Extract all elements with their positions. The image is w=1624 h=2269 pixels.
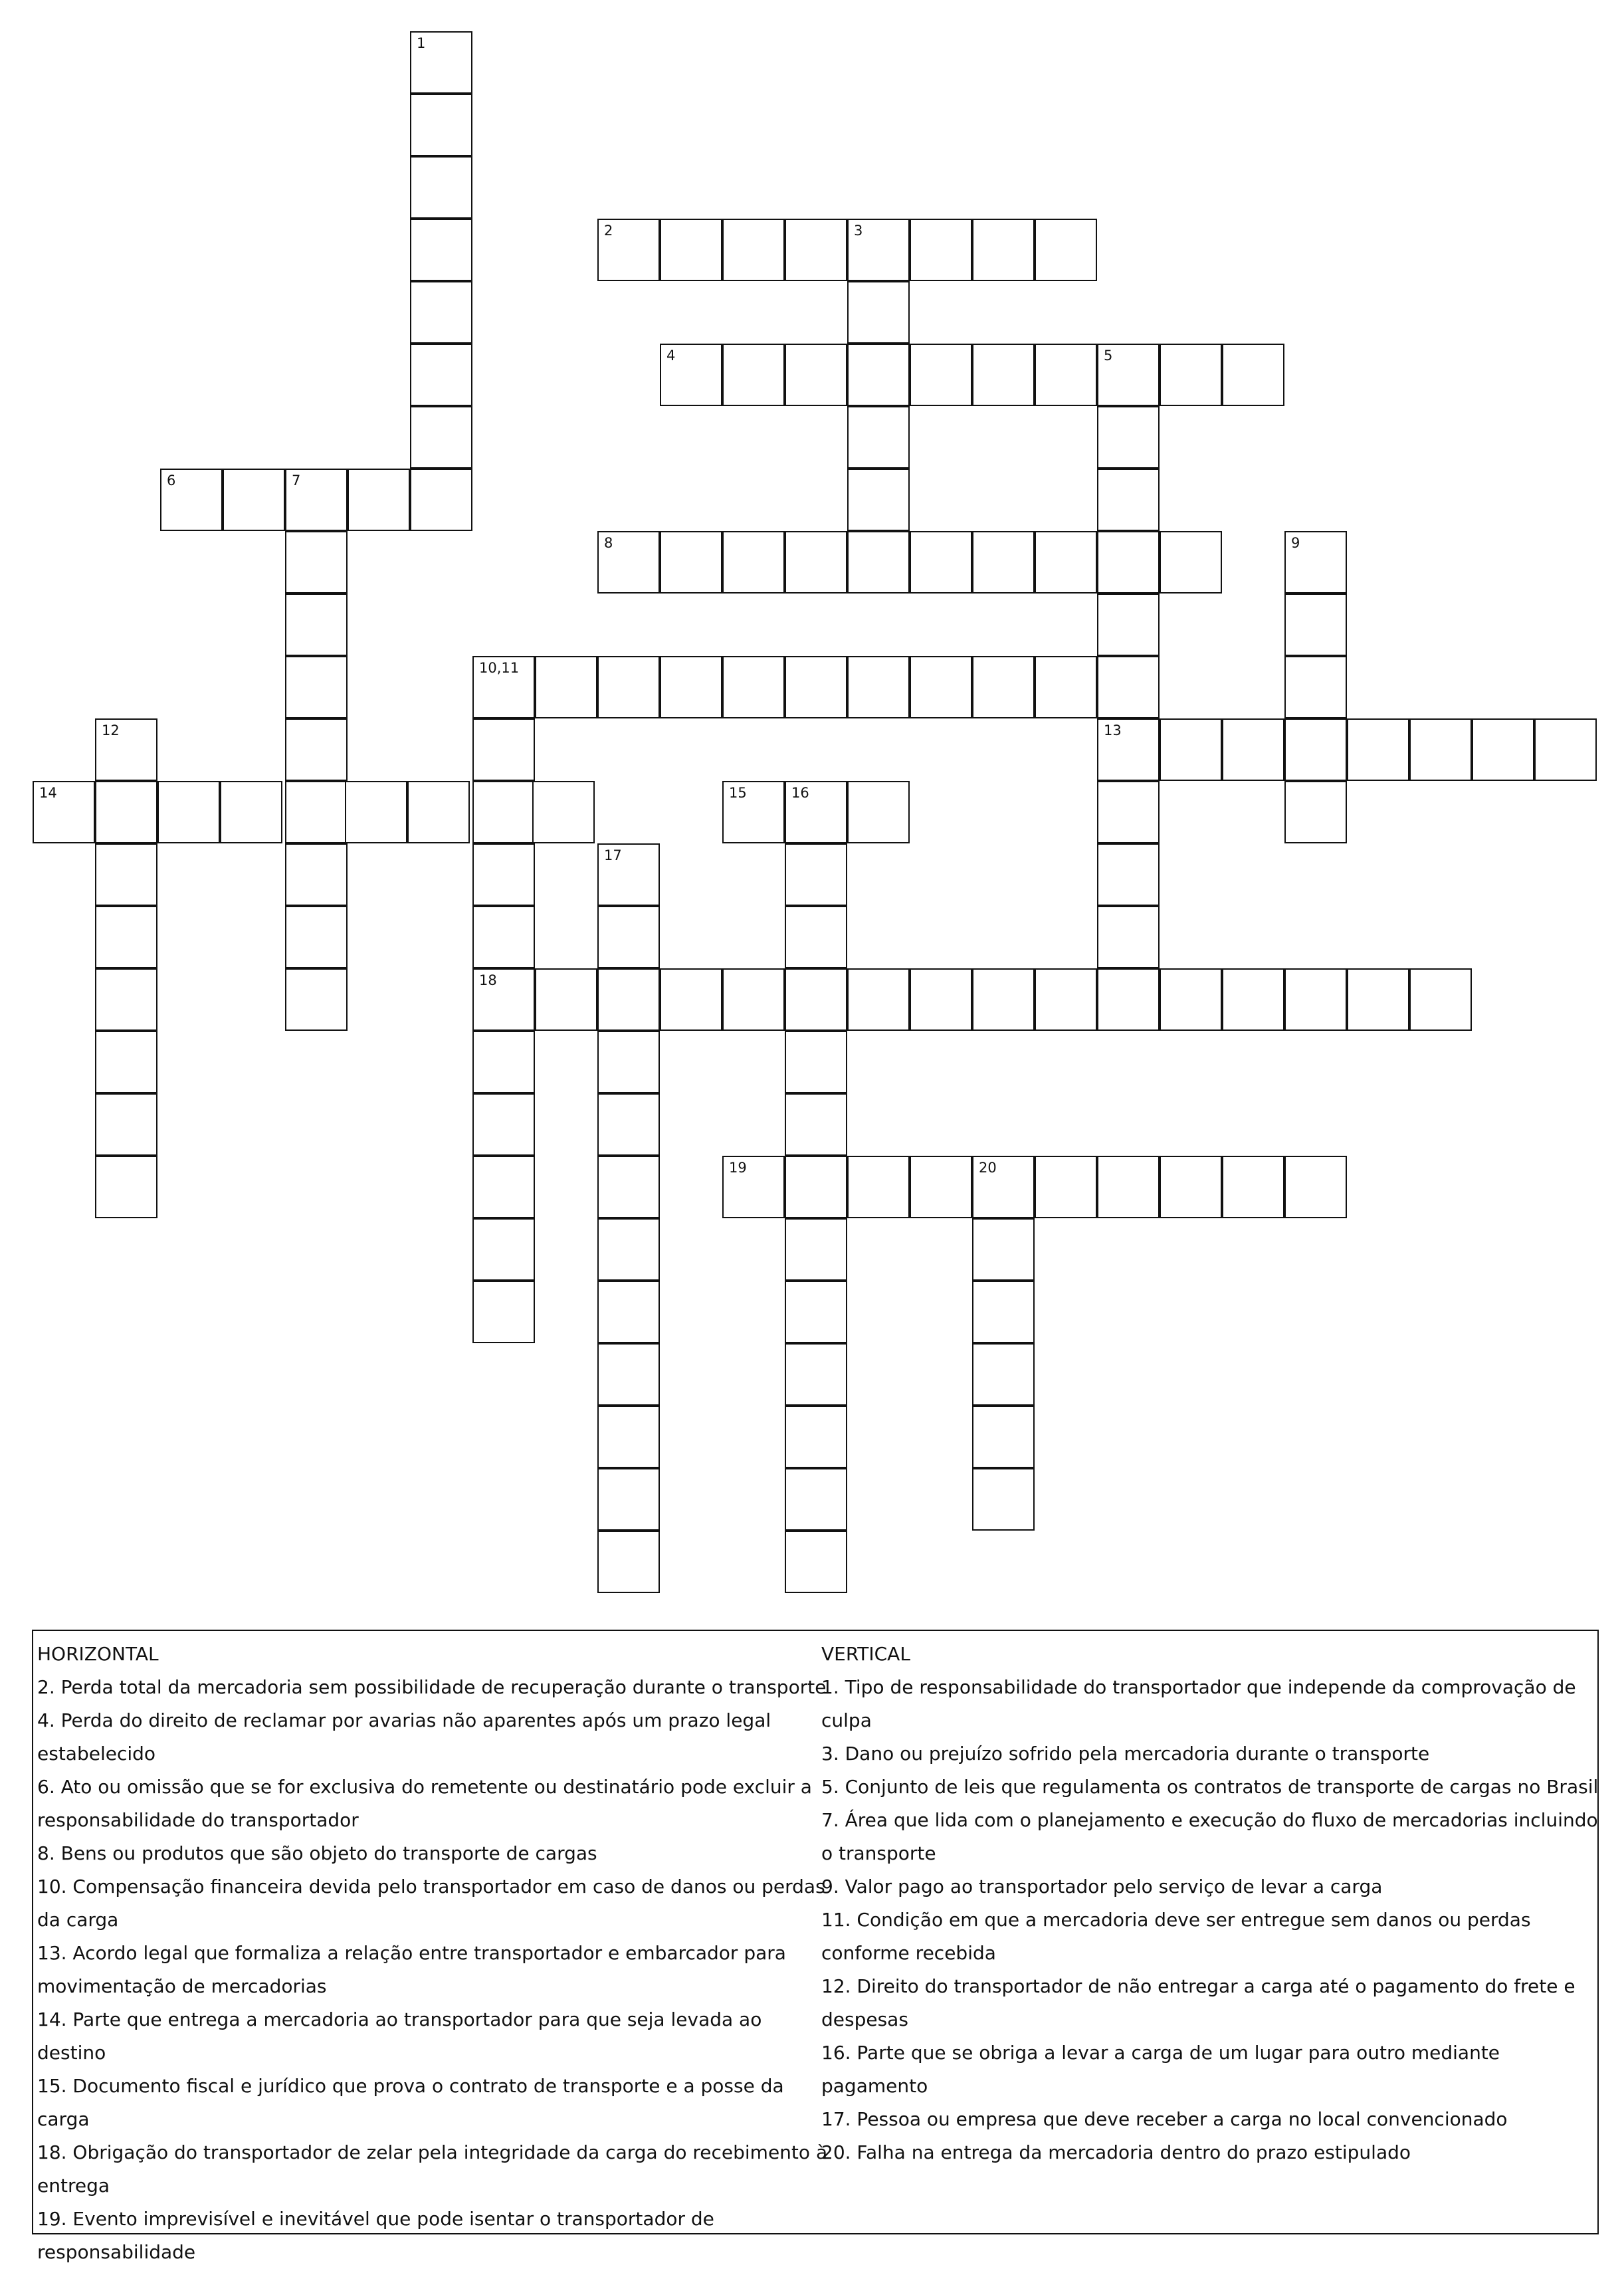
grid-cell[interactable] bbox=[785, 1281, 847, 1343]
clue-down-7: 7. Área que lida com o planejamento e execução do fluxo de mercadorias incluindo o transporte bbox=[821, 1809, 1598, 1864]
grid-cell[interactable] bbox=[1284, 531, 1347, 594]
grid-cell[interactable] bbox=[597, 1218, 660, 1281]
clue-number: 2 bbox=[604, 223, 613, 239]
clue-number: 8 bbox=[604, 535, 613, 551]
grid-cell[interactable] bbox=[972, 968, 1035, 1031]
clue-down-11: 11. Condição em que a mercadoria deve ser entregue sem danos ou perdas conforme recebida bbox=[821, 1909, 1531, 1964]
grid-cell[interactable] bbox=[722, 219, 785, 281]
grid-cell[interactable] bbox=[972, 1218, 1035, 1281]
grid-cell[interactable] bbox=[785, 531, 847, 594]
grid-cell[interactable] bbox=[972, 1156, 1035, 1218]
grid-cell[interactable] bbox=[785, 843, 847, 906]
grid-cell[interactable] bbox=[910, 656, 972, 718]
grid-cell[interactable] bbox=[285, 843, 348, 906]
grid-cell[interactable] bbox=[1097, 594, 1160, 656]
grid-cell[interactable] bbox=[472, 1218, 535, 1281]
clue-number: 15 bbox=[729, 785, 747, 801]
grid-cell[interactable] bbox=[1409, 718, 1472, 781]
grid-cell[interactable] bbox=[410, 31, 472, 94]
grid-cell[interactable] bbox=[972, 656, 1035, 718]
grid-cell[interactable] bbox=[910, 531, 972, 594]
grid-cell[interactable] bbox=[1284, 968, 1347, 1031]
grid-cell[interactable] bbox=[910, 219, 972, 281]
grid-cell[interactable] bbox=[407, 781, 470, 843]
grid-cell[interactable] bbox=[972, 344, 1035, 406]
grid-cell[interactable] bbox=[597, 906, 660, 968]
clue-down-1: 1. Tipo de responsabilidade do transportador que independe da comprovação de culpa bbox=[821, 1676, 1576, 1731]
clue-number: 17 bbox=[604, 847, 622, 863]
grid-cell[interactable] bbox=[1284, 718, 1347, 781]
clue-number: 12 bbox=[102, 722, 120, 738]
grid-cell[interactable] bbox=[1347, 968, 1409, 1031]
grid-cell[interactable] bbox=[95, 718, 157, 781]
clue-down-17: 17. Pessoa ou empresa que deve receber a carga no local convencionado bbox=[821, 2108, 1508, 2130]
grid-cell[interactable] bbox=[285, 781, 348, 843]
grid-cell[interactable] bbox=[1160, 968, 1222, 1031]
grid-cell[interactable] bbox=[1035, 219, 1097, 281]
clue-down-12: 12. Direito do transportador de não entregar a carga até o pagamento do frete e despesas bbox=[821, 1975, 1575, 2030]
grid-cell[interactable] bbox=[1097, 843, 1160, 906]
clue-number: 16 bbox=[791, 785, 809, 801]
grid-cell[interactable] bbox=[285, 906, 348, 968]
grid-cell[interactable] bbox=[1222, 968, 1284, 1031]
grid-cell[interactable] bbox=[535, 656, 597, 718]
clue-number: 1 bbox=[417, 35, 426, 51]
clue-down-9: 9. Valor pago ao transportador pelo serviço de levar a carga bbox=[821, 1876, 1383, 1897]
grid-cell[interactable] bbox=[95, 906, 157, 968]
grid-cell[interactable] bbox=[1222, 1156, 1284, 1218]
grid-cell[interactable] bbox=[597, 656, 660, 718]
grid-cell[interactable] bbox=[472, 1156, 535, 1218]
clue-number: 4 bbox=[666, 348, 676, 364]
grid-cell[interactable] bbox=[785, 1218, 847, 1281]
grid-cell[interactable] bbox=[472, 1031, 535, 1093]
grid-cell[interactable] bbox=[1097, 781, 1160, 843]
clue-number: 19 bbox=[729, 1160, 747, 1176]
grid-cell[interactable] bbox=[1222, 718, 1284, 781]
grid-cell[interactable] bbox=[95, 1156, 157, 1218]
grid-cell[interactable] bbox=[1035, 531, 1097, 594]
grid-cell[interactable] bbox=[785, 906, 847, 968]
grid-cell[interactable] bbox=[785, 1343, 847, 1406]
grid-cell[interactable] bbox=[785, 1531, 847, 1593]
grid-cell[interactable] bbox=[722, 1156, 785, 1218]
clue-across-15: 15. Documento fiscal e jurídico que prova o contrato de transporte e a posse da carga bbox=[37, 2075, 784, 2130]
grid-cell[interactable] bbox=[33, 781, 95, 843]
grid-cell[interactable] bbox=[345, 781, 407, 843]
grid-cell[interactable] bbox=[597, 1531, 660, 1593]
grid-cell[interactable] bbox=[1097, 531, 1160, 594]
grid-cell[interactable] bbox=[597, 531, 660, 594]
grid-cell[interactable] bbox=[1409, 968, 1472, 1031]
clue-down-20: 20. Falha na entrega da mercadoria dentro do prazo estipulado bbox=[821, 2141, 1411, 2163]
grid-cell[interactable] bbox=[1035, 1156, 1097, 1218]
grid-cell[interactable] bbox=[1284, 594, 1347, 656]
grid-cell[interactable] bbox=[722, 531, 785, 594]
grid-cell[interactable] bbox=[785, 1406, 847, 1468]
clue-number: 5 bbox=[1104, 348, 1113, 364]
grid-cell[interactable] bbox=[285, 531, 348, 594]
grid-cell[interactable] bbox=[785, 656, 847, 718]
grid-cell[interactable] bbox=[660, 219, 722, 281]
grid-cell[interactable] bbox=[722, 656, 785, 718]
grid-cell[interactable] bbox=[1284, 656, 1347, 718]
horizontal-heading: HORIZONTAL bbox=[37, 1643, 159, 1665]
grid-cell[interactable] bbox=[472, 968, 535, 1031]
clue-across-2: 2. Perda total da mercadoria sem possibilidade de recuperação durante o transporte bbox=[37, 1676, 827, 1698]
grid-cell[interactable] bbox=[785, 1093, 847, 1156]
grid-cell[interactable] bbox=[410, 344, 472, 406]
grid-cell[interactable] bbox=[785, 1468, 847, 1531]
clue-number: 13 bbox=[1104, 722, 1122, 738]
grid-cell[interactable] bbox=[1472, 718, 1534, 781]
grid-cell[interactable] bbox=[1097, 906, 1160, 968]
grid-cell[interactable] bbox=[785, 781, 847, 843]
grid-cell[interactable] bbox=[847, 219, 910, 281]
grid-cell[interactable] bbox=[410, 156, 472, 219]
grid-cell[interactable] bbox=[597, 968, 660, 1031]
grid-cell[interactable] bbox=[285, 594, 348, 656]
grid-cell[interactable] bbox=[1097, 344, 1160, 406]
clue-across-4: 4. Perda do direito de reclamar por avarias não aparentes após um prazo legal estabelecido bbox=[37, 1709, 771, 1765]
grid-cell[interactable] bbox=[785, 344, 847, 406]
grid-cell[interactable] bbox=[910, 1156, 972, 1218]
grid-cell[interactable] bbox=[220, 781, 282, 843]
grid-cell[interactable] bbox=[597, 1281, 660, 1343]
clue-across-10: 10. Compensação financeira devida pelo transportador em caso de danos ou perdas da carga bbox=[37, 1876, 825, 1931]
clue-across-18: 18. Obrigação do transportador de zelar pela integridade da carga do recebimento à entrega bbox=[37, 2141, 828, 2197]
grid-cell[interactable] bbox=[472, 656, 535, 718]
grid-cell[interactable] bbox=[1160, 1156, 1222, 1218]
grid-cell[interactable] bbox=[348, 469, 410, 531]
clue-number: 18 bbox=[479, 972, 497, 988]
grid-cell[interactable] bbox=[972, 219, 1035, 281]
grid-cell[interactable] bbox=[785, 219, 847, 281]
grid-cell[interactable] bbox=[660, 344, 722, 406]
vertical-heading: VERTICAL bbox=[821, 1643, 910, 1665]
grid-cell[interactable] bbox=[285, 656, 348, 718]
grid-cell[interactable] bbox=[95, 781, 157, 843]
clue-number: 14 bbox=[39, 785, 57, 801]
clue-across-13: 13. Acordo legal que formaliza a relação entre transportador e embarcador para movimentação de mercadorias bbox=[37, 1942, 786, 1997]
grid-cell[interactable] bbox=[1097, 968, 1160, 1031]
grid-cell[interactable] bbox=[1534, 718, 1597, 781]
grid-cell[interactable] bbox=[910, 968, 972, 1031]
grid-cell[interactable] bbox=[472, 906, 535, 968]
grid-cell[interactable] bbox=[847, 344, 910, 406]
grid-cell[interactable] bbox=[972, 1343, 1035, 1406]
grid-cell[interactable] bbox=[285, 469, 348, 531]
grid-cell[interactable] bbox=[972, 1406, 1035, 1468]
grid-cell[interactable] bbox=[847, 656, 910, 718]
grid-cell[interactable] bbox=[223, 469, 285, 531]
grid-cell[interactable] bbox=[1097, 718, 1160, 781]
grid-cell[interactable] bbox=[597, 1343, 660, 1406]
grid-cell[interactable] bbox=[160, 469, 223, 531]
clues-box bbox=[32, 1630, 1599, 2263]
grid-cell[interactable] bbox=[1284, 781, 1347, 843]
grid-cell[interactable] bbox=[660, 656, 722, 718]
grid-cell[interactable] bbox=[95, 1093, 157, 1156]
grid-cell[interactable] bbox=[597, 1468, 660, 1531]
grid-cell[interactable] bbox=[972, 1468, 1035, 1531]
clue-down-5: 5. Conjunto de leis que regulamenta os contratos de transporte de cargas no Brasil bbox=[821, 1776, 1599, 1798]
clue-number: 6 bbox=[167, 473, 176, 488]
grid-cell[interactable] bbox=[847, 781, 910, 843]
grid-cell[interactable] bbox=[847, 281, 910, 344]
clue-across-6: 6. Ato ou omissão que se for exclusiva do remetente ou destinatário pode excluir a responsabilidade do transportador bbox=[37, 1776, 812, 1831]
grid-cell[interactable] bbox=[1035, 656, 1097, 718]
grid-cell[interactable] bbox=[847, 469, 910, 531]
grid-cell[interactable] bbox=[1097, 469, 1160, 531]
clue-down-16: 16. Parte que se obriga a levar a carga de um lugar para outro mediante pagamento bbox=[821, 2042, 1500, 2097]
grid-cell[interactable] bbox=[847, 406, 910, 469]
grid-cell[interactable] bbox=[597, 1031, 660, 1093]
grid-cell[interactable] bbox=[722, 344, 785, 406]
clue-across-14: 14. Parte que entrega a mercadoria ao transportador para que seja levada ao destino bbox=[37, 2008, 762, 2064]
grid-cell[interactable] bbox=[285, 968, 348, 1031]
grid-cell[interactable] bbox=[785, 1031, 847, 1093]
grid-cell[interactable] bbox=[285, 718, 348, 781]
grid-cell[interactable] bbox=[597, 1406, 660, 1468]
grid-cell[interactable] bbox=[1160, 344, 1222, 406]
grid-cell[interactable] bbox=[95, 843, 157, 906]
clue-down-3: 3. Dano ou prejuízo sofrido pela mercadoria durante o transporte bbox=[821, 1743, 1430, 1765]
clue-number: 20 bbox=[979, 1160, 997, 1176]
grid-cell[interactable] bbox=[785, 1156, 847, 1218]
grid-cell[interactable] bbox=[972, 531, 1035, 594]
grid-cell[interactable] bbox=[95, 1031, 157, 1093]
grid-cell[interactable] bbox=[410, 281, 472, 344]
grid-cell[interactable] bbox=[410, 219, 472, 281]
grid-cell[interactable] bbox=[1160, 718, 1222, 781]
grid-cell[interactable] bbox=[597, 219, 660, 281]
grid-cell[interactable] bbox=[472, 843, 535, 906]
grid-cell[interactable] bbox=[597, 1156, 660, 1218]
vertical-clues bbox=[821, 1638, 1599, 2169]
grid-cell[interactable] bbox=[722, 781, 785, 843]
grid-cell[interactable] bbox=[910, 344, 972, 406]
grid-cell[interactable] bbox=[847, 1156, 910, 1218]
horizontal-clues bbox=[37, 1638, 828, 2269]
grid-cell[interactable] bbox=[472, 1281, 535, 1343]
grid-cell[interactable] bbox=[1035, 968, 1097, 1031]
grid-cell[interactable] bbox=[1097, 406, 1160, 469]
grid-cell[interactable] bbox=[157, 781, 220, 843]
grid-cell[interactable] bbox=[1347, 718, 1409, 781]
grid-cell[interactable] bbox=[597, 1093, 660, 1156]
clue-number: 10,11 bbox=[479, 660, 520, 676]
clue-number: 3 bbox=[854, 223, 863, 239]
clue-number: 9 bbox=[1291, 535, 1300, 551]
grid-cell[interactable] bbox=[1035, 344, 1097, 406]
clue-across-19: 19. Evento imprevisível e inevitável que pode isentar o transportador de responsabilidade bbox=[37, 2208, 714, 2263]
grid-cell[interactable] bbox=[847, 968, 910, 1031]
grid-cell[interactable] bbox=[532, 781, 595, 843]
grid-cell[interactable] bbox=[95, 968, 157, 1031]
grid-cell[interactable] bbox=[847, 531, 910, 594]
grid-cell[interactable] bbox=[472, 1093, 535, 1156]
grid-cell[interactable] bbox=[535, 968, 597, 1031]
grid-cell[interactable] bbox=[410, 406, 472, 469]
clue-across-8: 8. Bens ou produtos que são objeto do transporte de cargas bbox=[37, 1842, 597, 1864]
grid-cell[interactable] bbox=[1284, 1156, 1347, 1218]
clue-number: 7 bbox=[292, 473, 301, 488]
grid-cell[interactable] bbox=[785, 968, 847, 1031]
grid-cell[interactable] bbox=[472, 781, 535, 843]
grid-cell[interactable] bbox=[410, 94, 472, 156]
grid-cell[interactable] bbox=[660, 531, 722, 594]
grid-cell[interactable] bbox=[1160, 531, 1222, 594]
grid-cell[interactable] bbox=[660, 968, 722, 1031]
grid-cell[interactable] bbox=[597, 843, 660, 906]
grid-cell[interactable] bbox=[1097, 1156, 1160, 1218]
grid-cell[interactable] bbox=[722, 968, 785, 1031]
grid-cell[interactable] bbox=[972, 1281, 1035, 1343]
grid-cell[interactable] bbox=[1222, 344, 1284, 406]
grid-cell[interactable] bbox=[1097, 656, 1160, 718]
grid-cell[interactable] bbox=[410, 469, 472, 531]
grid-cell[interactable] bbox=[472, 718, 535, 781]
